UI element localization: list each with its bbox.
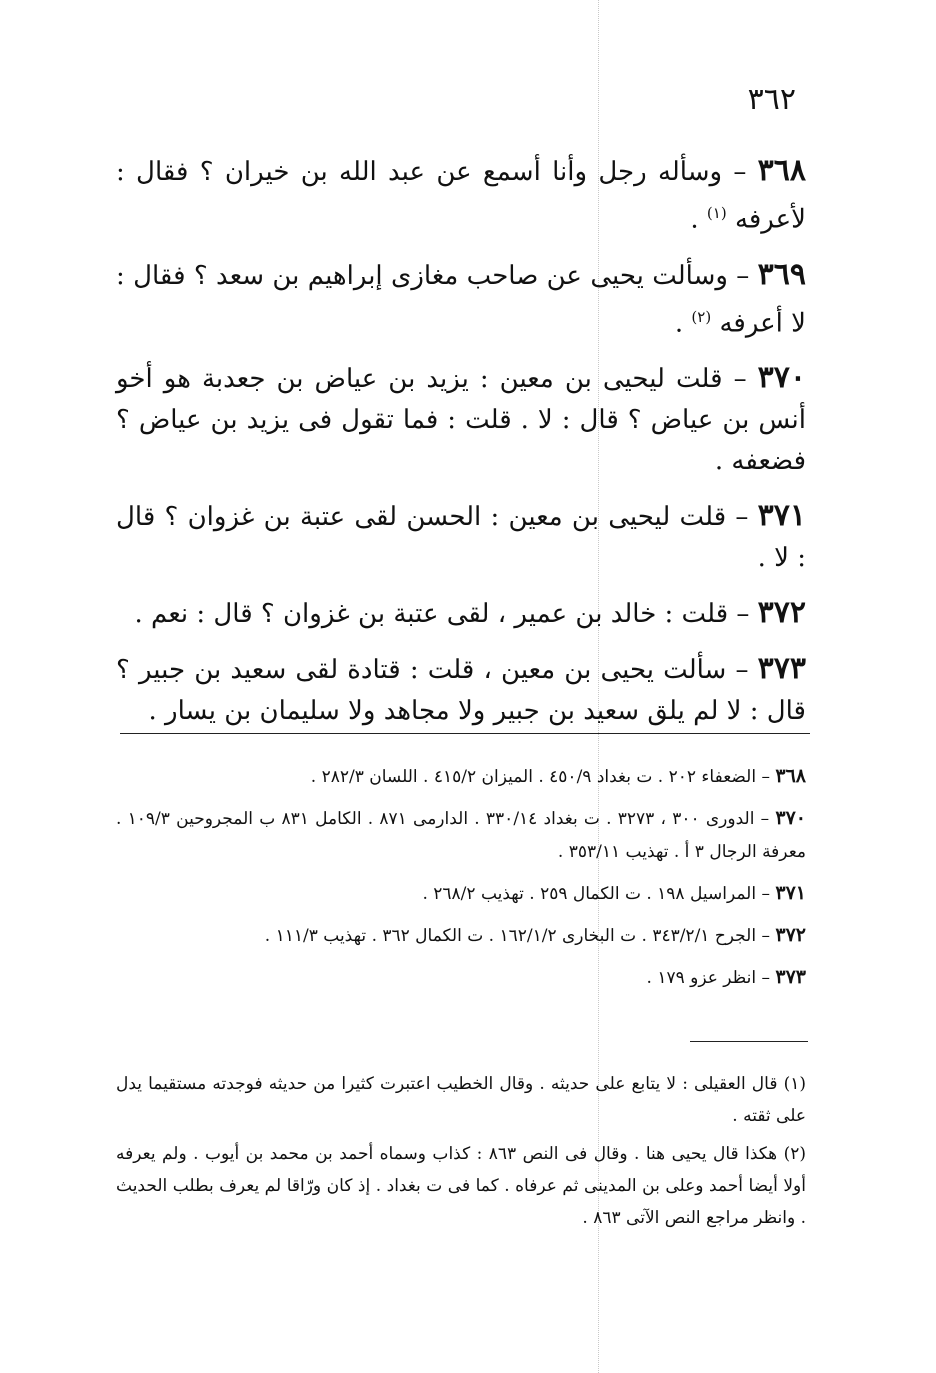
footnote-marker: (٢) [691,307,712,326]
reference-number: ٣٦٨ [775,765,806,787]
entry-number: ٣٧١ [757,498,806,534]
reference-number: ٣٧٢ [775,924,806,946]
entry-end: . [674,308,692,339]
entry-number: ٣٧٣ [757,651,806,687]
entry-number: ٣٧٠ [757,360,806,396]
entry-371 [116,495,806,579]
entry-370 [116,357,806,482]
entry-369 [116,254,806,345]
references-divider [120,733,810,734]
entry-text: – قلت ليحيى بن معين : يزيد بن عياض بن جعدبة هو أخو أنس بن عياض ؟ قال : لا . قلت : فما تقول فى يزيد بن عياض ؟ فضعفه . [116,364,806,477]
reference-number: ٣٧٣ [775,966,806,988]
entry-number: ٣٦٩ [757,256,806,292]
entry-372 [116,592,806,635]
footnote-1: (١) قال العقيلى : لا يتابع على حديثه . وقال الخطيب اعتبرت كثيرا من حديثه فوجدته مستقيما يدل على ثقته . [116,1074,806,1126]
entry-text: – قلت ليحيى بن معين : الحسن لقى عتبة بن غزوان ؟ قال : لا . [116,502,806,574]
entry-text: – وسأله رجل وأنا أسمع عن عبد الله بن خيران ؟ فقال : لأعرفه [116,157,806,235]
main-text [116,150,806,745]
entry-text: – سألت يحيى بن معين ، قلت : قتادة لقى سعيد بن جبير ؟ قال : لا لم يلق سعيد بن جبير ولا مجاهد ولا سليمان بن يسار . [116,655,806,727]
page-number: ٣٦٢ [747,82,796,117]
footnotes-divider [690,1041,808,1042]
reference-370 [116,802,806,869]
footnote-2: (٢) هكذا قال يحيى هنا . وقال فى النص ٨٦٣ : كذاب وسماه أحمد بن محمد بن أيوب . ولم يعرفه أولا أيضا أحمد وعلى بن المدينى ثم عرفاه . كما فى ت بغداد . إذ كان ورّاقا لم يعرف بطلب الحديث . وانظر مراجع النص الآتى ٨٦٣ . [116,1144,806,1228]
footnote-marker: (١) [706,204,727,222]
reference-text: – الضعفاء ٢٠٢ . ت بغداد ٤٥٠/٩ . الميزان ٤١٥/٢ . اللسان ٢٨٢/٣ . [310,767,776,787]
reference-text: – المراسيل ١٩٨ . ت الكمال ٢٥٩ . تهذيب ٢٦٨/٢ . [422,884,776,904]
entry-text: – وسألت يحيى عن صاحب مغازى إبراهيم بن سعد ؟ فقال : لا أعرفه [116,260,806,339]
footnotes-section [116,1068,806,1240]
reference-372 [116,919,806,953]
entry-368 [116,150,806,241]
entry-number: ٣٦٨ [757,153,806,188]
reference-text: – الدورى ٣٠٠ ، ٣٢٧٣ . ت بغداد ٣٣٠/١٤ . الدارمى ٨٧١ . الكامل ٨٣١ ب المجروحين ١٠٩/٣ . معرفة الرجال ٣ أ . تهذيب ٣٥٣/١١ . [116,809,806,862]
reference-368 [116,760,806,794]
reference-371 [116,877,806,911]
reference-text: – الجرح ٣٤٣/٢/١ . ت البخارى ١٦٢/١/٢ . ت الكمال ٣٦٢ . تهذيب ١١١/٣ . [264,926,776,946]
entry-text: – قلت : خالد بن عمير ، لقى عتبة بن غزوان ؟ قال : نعم . [134,599,758,630]
entry-number: ٣٧٢ [757,595,806,631]
entry-373 [116,648,806,732]
entry-end: . [690,204,707,235]
reference-number: ٣٧١ [775,882,806,904]
references-section [116,760,806,1003]
reference-number: ٣٧٠ [775,807,806,829]
reference-text: – انظر عزو ١٧٩ . [646,968,776,988]
reference-373 [116,961,806,995]
